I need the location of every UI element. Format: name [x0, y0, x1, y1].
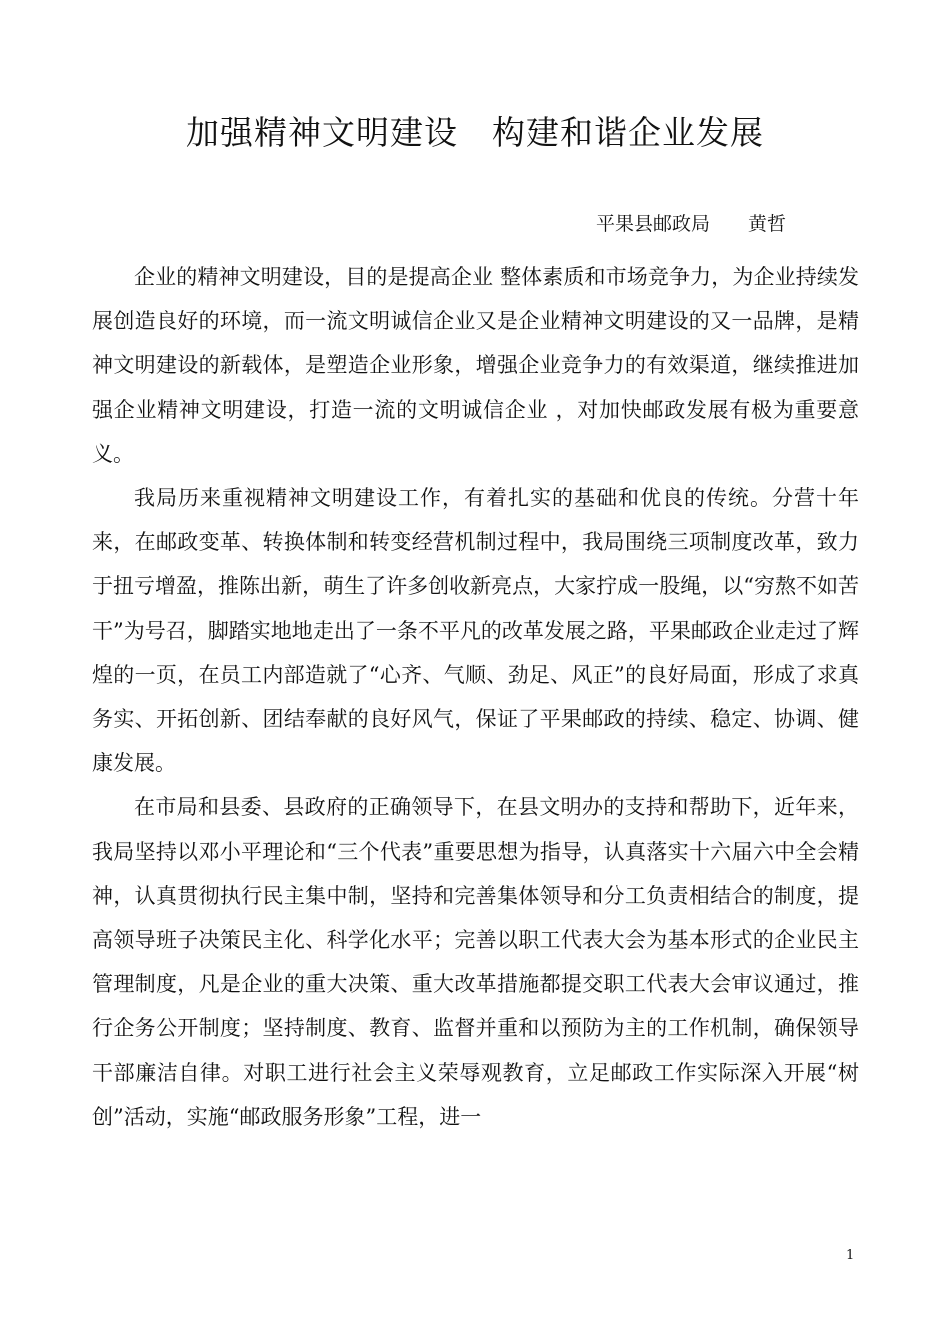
- document-body: [92, 255, 859, 1139]
- page-number: 1: [846, 1248, 855, 1263]
- document-title: 加强精神文明建设 构建和谐企业发展: [186, 113, 764, 152]
- paragraph-2: 我局历来重视精神文明建设工作，有着扎实的基础和优良的传统。分营十年来，在邮政变革、转换体制和转变经营机制过程中，我局围绕三项制度改革，致力于扭亏增盈，推陈出新，萌生了许多创收新亮点，大家拧成一股绳，以“穷熬不如苦干”为号召，脚踏实地地走出了一条不平凡的改革发展之路，平果邮政企业走过了辉煌的一页，在员工内部造就了“心齐、气顺、劲足、风正”的良好局面，形成了求真务实、开拓创新、团结奉献的良好风气，保证了平果邮政的持续、稳定、协调、健康发展。: [92, 486, 859, 776]
- paragraph-1: 企业的精神文明建设，目的是提高企业 整体素质和市场竞争力，为企业持续发展创造良好的环境，而一流文明诚信企业又是企业精神文明建设的又一品牌，是精神文明建设的新载体，是塑造企业形象，增强企业竞争力的有效渠道，继续推进加强企业精神文明建设，打造一流的文明诚信企业 ，对加快邮政发展有极为重要意义。: [92, 265, 859, 466]
- paragraph-3: 在市局和县委、县政府的正确领导下，在县文明办的支持和帮助下，近年来，我局坚持以邓小平理论和“三个代表”重要思想为指导，认真落实十六届六中全会精神，认真贯彻执行民主集中制，坚持和完善集体领导和分工负责相结合的制度，提高领导班子决策民主化、科学化水平；完善以职工代表大会为基本形式的企业民主管理制度，凡是企业的重大决策、重大改革措施都提交职工代表大会审议通过，推行企务公开制度；坚持制度、教育、监督并重和以预防为主的工作机制，确保领导干部廉洁自律。对职工进行社会主义荣辱观教育，立足邮政工作实际深入开展“树创”活动，实施“邮政服务形象”工程，进一: [92, 795, 859, 1129]
- author-byline: 平果县邮政局 黄哲: [596, 213, 787, 235]
